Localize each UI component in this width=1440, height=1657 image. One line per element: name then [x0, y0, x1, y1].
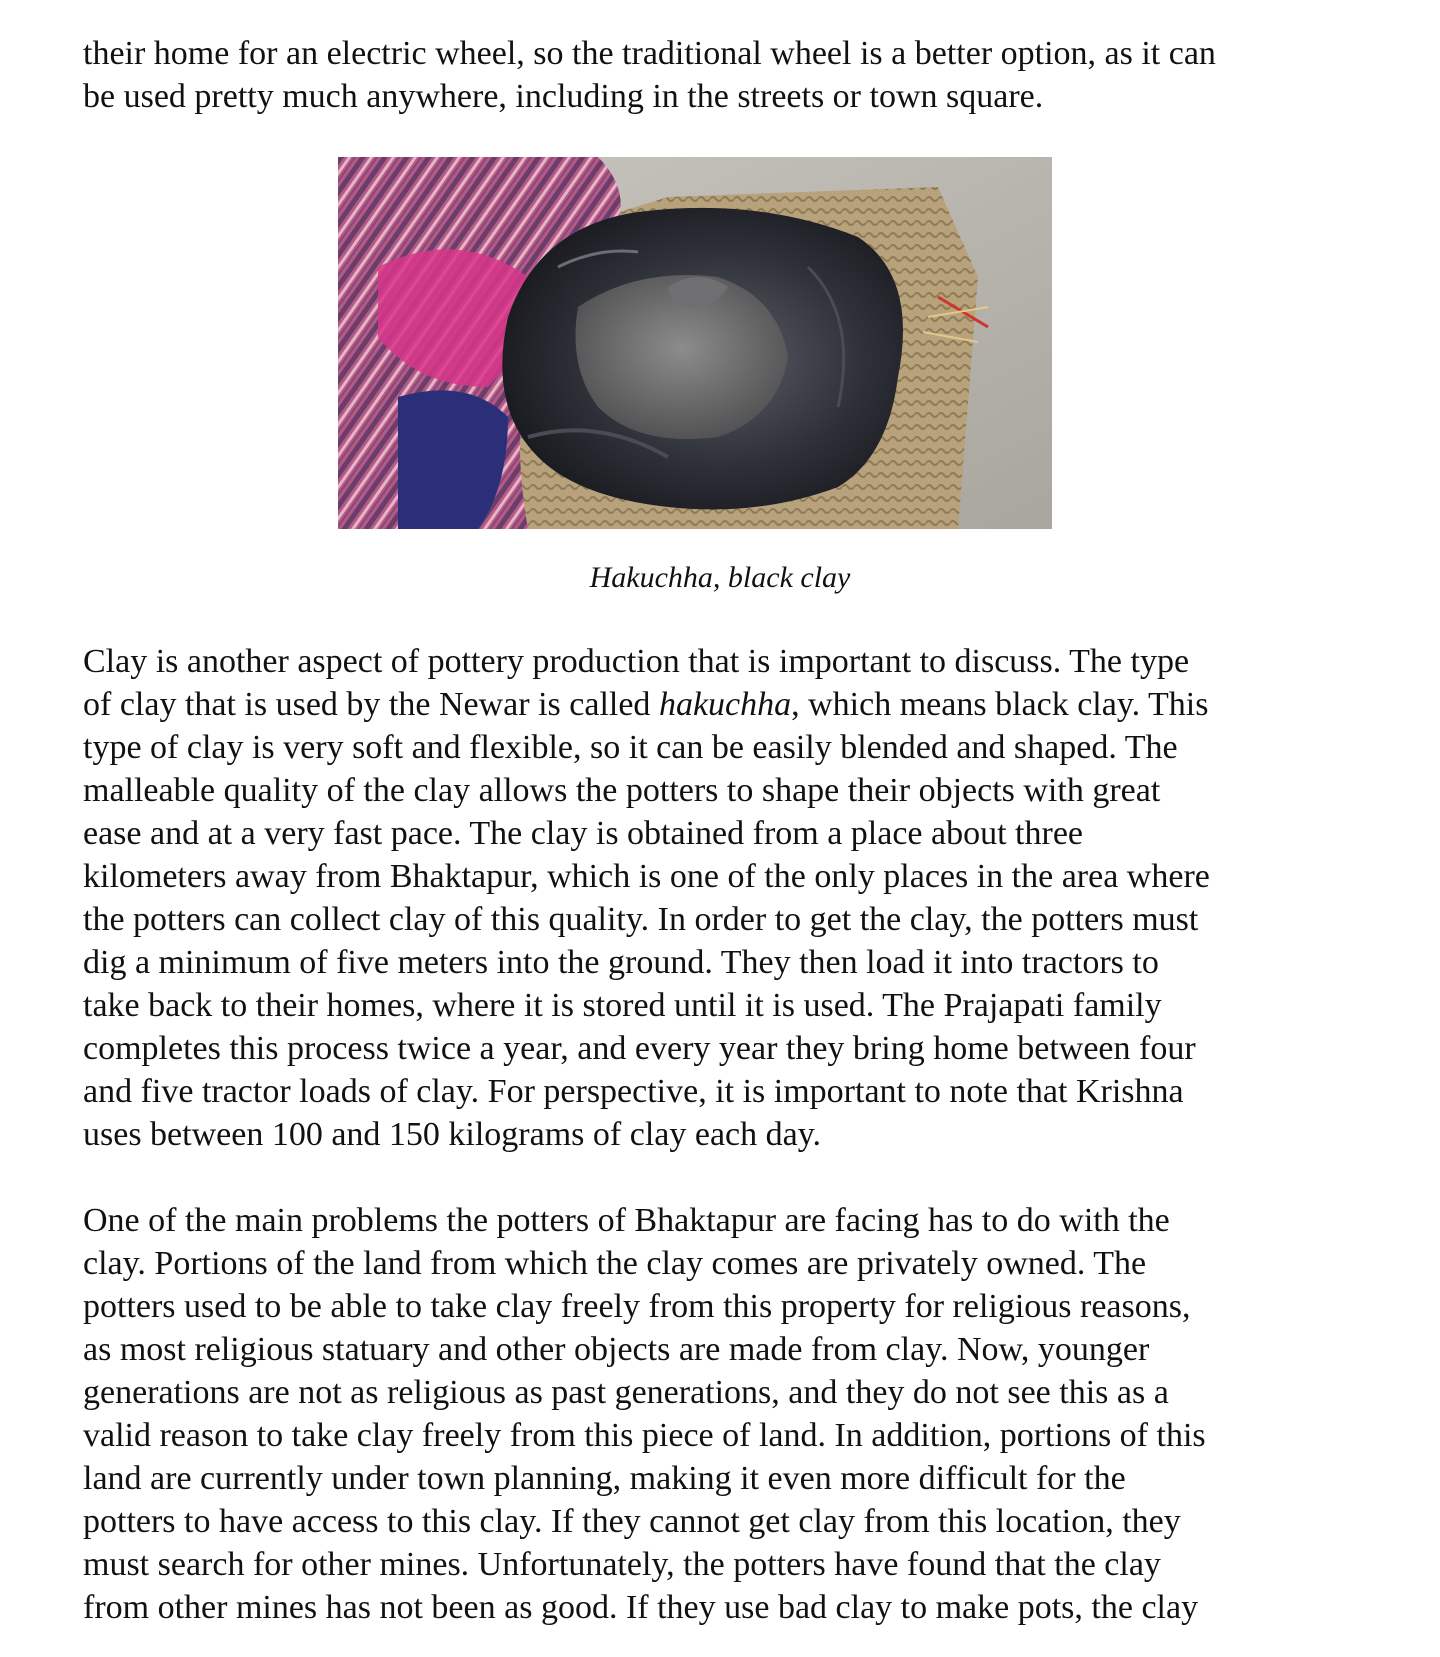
- text-line: malleable quality of the clay allows the potters to shape their objects with great: [83, 772, 1161, 809]
- text-segment: of clay that is used by the Newar is called: [83, 686, 659, 723]
- figure-caption: Hakuchha, black clay: [589, 561, 851, 594]
- clay-photo: [338, 157, 1052, 529]
- text-line: the potters can collect clay of this quality. In order to get the clay, the potters must: [83, 901, 1199, 938]
- text-line: type of clay is very soft and flexible, so it can be easily blended and shaped. The: [83, 729, 1178, 766]
- text-line: clay. Portions of the land from which the clay comes are privately owned. The: [83, 1245, 1147, 1282]
- text-line: potters to have access to this clay. If they cannot get clay from this location, they: [83, 1503, 1181, 1540]
- paragraph-continued: [83, 32, 1348, 118]
- text-line: potters used to be able to take clay freely from this property for religious reasons,: [83, 1288, 1191, 1325]
- text-line: be used pretty much anywhere, including in the streets or town square.: [83, 78, 1044, 115]
- text-line: valid reason to take clay freely from this piece of land. In addition, portions of this: [83, 1417, 1206, 1454]
- text-line: dig a minimum of five meters into the ground. They then load it into tractors to: [83, 944, 1159, 981]
- text-line: ease and at a very fast pace. The clay is obtained from a place about three: [83, 815, 1084, 852]
- paragraph-problems: [83, 1199, 1348, 1629]
- text-line: kilometers away from Bhaktapur, which is one of the only places in the area where: [83, 858, 1210, 895]
- text-segment: , which means black clay. This: [791, 686, 1209, 723]
- text-line: generations are not as religious as past generations, and they do not see this as a: [83, 1374, 1169, 1411]
- text-line: and five tractor loads of clay. For perspective, it is important to note that Krishna: [83, 1073, 1184, 1110]
- text-line: from other mines has not been as good. If they use bad clay to make pots, the clay: [83, 1589, 1199, 1626]
- text-line: completes this process twice a year, and every year they bring home between four: [83, 1030, 1196, 1067]
- text-line: their home for an electric wheel, so the traditional wheel is a better option, as it can: [83, 35, 1216, 72]
- text-line: One of the main problems the potters of Bhaktapur are facing has to do with the: [83, 1202, 1170, 1239]
- italic-term: hakuchha: [658, 686, 792, 723]
- paragraph-clay: [83, 640, 1348, 1156]
- text-line: Clay is another aspect of pottery production that is important to discuss. The type: [83, 643, 1190, 680]
- text-line: uses between 100 and 150 kilograms of clay each day.: [83, 1116, 822, 1153]
- text-line: must search for other mines. Unfortunately, the potters have found that the clay: [83, 1546, 1161, 1583]
- text-line: land are currently under town planning, making it even more difficult for the: [83, 1460, 1126, 1497]
- text-line: as most religious statuary and other objects are made from clay. Now, younger: [83, 1331, 1150, 1368]
- text-line: take back to their homes, where it is stored until it is used. The Prajapati family: [83, 987, 1162, 1024]
- clay-photo-illustration: [338, 157, 1052, 529]
- text-line-with-term: [83, 683, 1348, 726]
